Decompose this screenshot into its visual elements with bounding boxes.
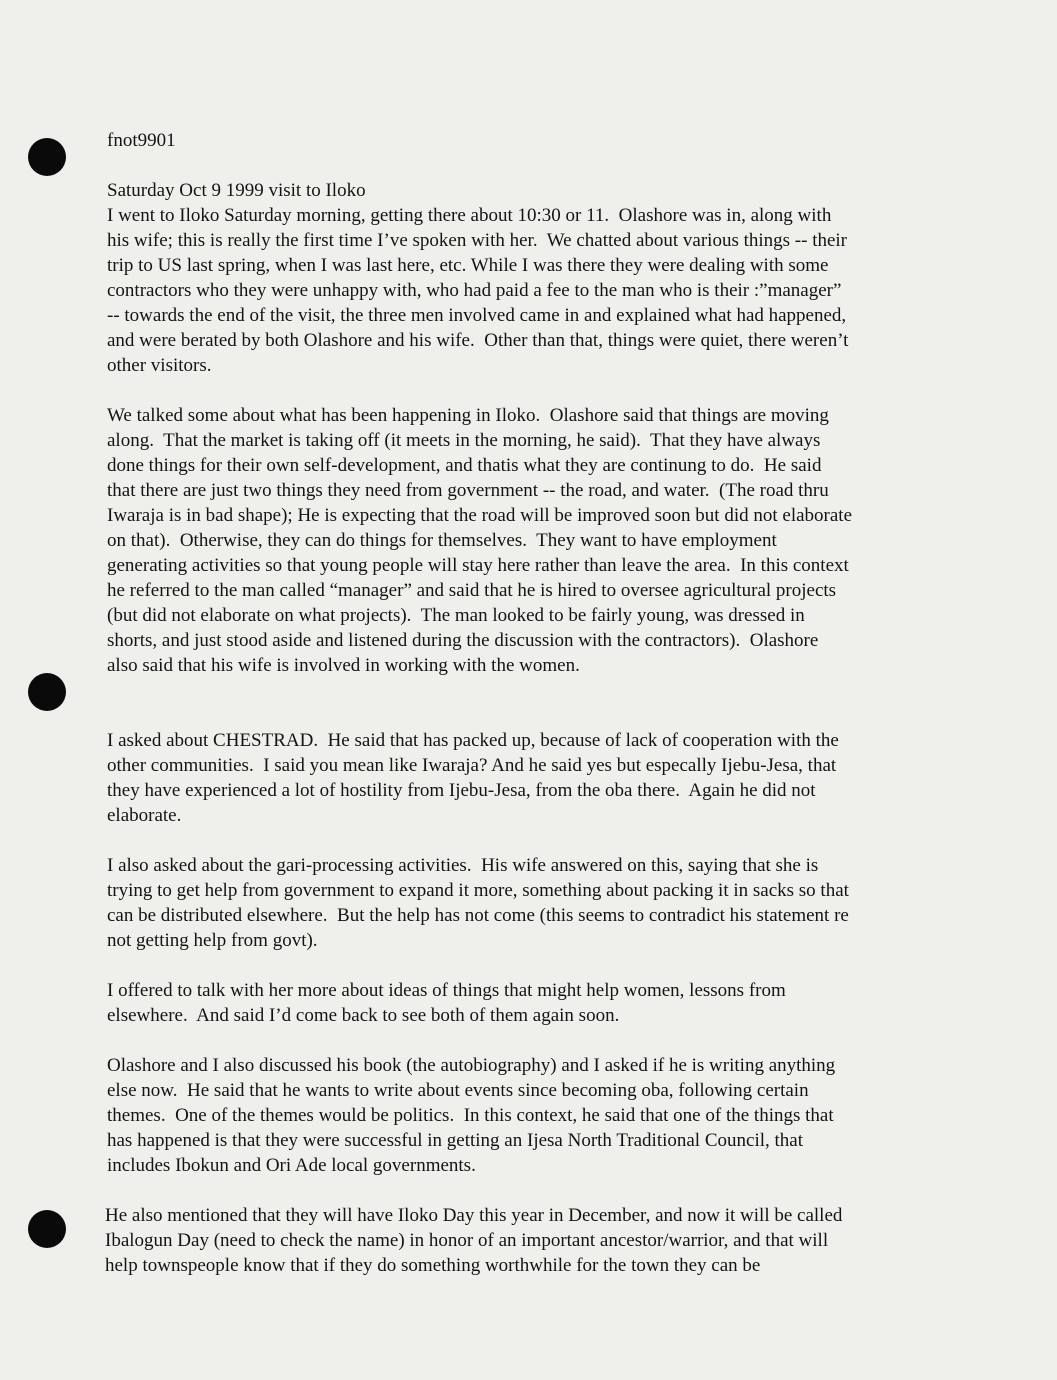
text-line: shorts, and just stood aside and listened during the discussion with the contractors). Olashore xyxy=(107,630,819,651)
paragraph-2 xyxy=(107,403,937,703)
text-line: (but did not elaborate on what projects). The man looked to be fairly young, was dressed in xyxy=(107,605,805,626)
paragraph-6 xyxy=(107,1053,937,1178)
blank-line xyxy=(107,153,937,178)
text-line: not getting help from govt). xyxy=(107,930,318,951)
paragraph-3 xyxy=(107,728,937,828)
text-line: elaborate. xyxy=(107,805,182,826)
text-line: -- towards the end of the visit, the three men involved came in and explained what had happened, xyxy=(107,305,847,326)
text-line: Ibalogun Day (need to check the name) in honor of an important ancestor/warrior, and that will xyxy=(105,1230,829,1251)
text-line: includes Ibokun and Ori Ade local governments. xyxy=(107,1155,476,1176)
text-line: and were berated by both Olashore and his wife. Other than that, things were quiet, there weren’t xyxy=(107,330,849,351)
text-line: contractors who they were unhappy with, who had paid a fee to the man who is their :”manager” xyxy=(107,280,842,301)
file-id: fnot9901 xyxy=(107,130,176,151)
text-line: other communities. I said you mean like Iwaraja? And he said yes but especally Ijebu-Jesa, that xyxy=(107,755,837,776)
paragraph-5 xyxy=(107,978,937,1028)
text-line: generating activities so that young people will stay here rather than leave the area. In this context xyxy=(107,555,849,576)
text-line: done things for their own self-development, and thatis what they are continung to do. He said xyxy=(107,455,822,476)
blank-line xyxy=(107,703,937,728)
text-line xyxy=(107,678,937,703)
text-line: trying to get help from government to expand it more, something about packing it in sacks so that xyxy=(107,880,849,901)
text-line: help townspeople know that if they do something worthwhile for the town they can be xyxy=(105,1255,761,1276)
binder-hole-middle xyxy=(28,673,66,711)
text-line: trip to US last spring, when I was last here, etc. While I was there they were dealing with some xyxy=(107,255,829,276)
text-line: I also asked about the gari-processing activities. His wife answered on this, saying that she is xyxy=(107,855,819,876)
text-line: else now. He said that he wants to write about events since becoming oba, following certain xyxy=(107,1080,809,1101)
text-line: themes. One of the themes would be politics. In this context, he said that one of the things that xyxy=(107,1105,834,1126)
blank-line xyxy=(107,378,937,403)
blank-line xyxy=(107,828,937,853)
paragraph-4 xyxy=(107,853,937,953)
text-line: he referred to the man called “manager” and said that he is hired to oversee agricultural projects xyxy=(107,580,837,601)
text-line: He also mentioned that they will have Iloko Day this year in December, and now it will be called xyxy=(105,1205,843,1226)
blank-line xyxy=(107,1028,937,1053)
text-line: along. That the market is taking off (it meets in the morning, he said). That they have always xyxy=(107,430,821,451)
paragraph-1 xyxy=(107,203,937,378)
text-line: also said that his wife is involved in working with the women. xyxy=(107,655,580,676)
text-line: that there are just two things they need from government -- the road, and water. (The road thru xyxy=(107,480,829,501)
document-body xyxy=(107,128,937,1278)
text-line: I asked about CHESTRAD. He said that has packed up, because of lack of cooperation with the xyxy=(107,730,839,751)
text-line: Olashore and I also discussed his book (the autobiography) and I asked if he is writing anything xyxy=(107,1055,836,1076)
binder-hole-bottom xyxy=(28,1210,66,1248)
paragraph-7 xyxy=(107,1203,937,1278)
text-line: his wife; this is really the first time I’ve spoken with her. We chatted about various things -- their xyxy=(107,230,848,251)
blank-line xyxy=(107,1178,937,1203)
text-line: has happened is that they were successful in getting an Ijesa North Traditional Council, that xyxy=(107,1130,803,1151)
text-line: We talked some about what has been happening in Iloko. Olashore said that things are moving xyxy=(107,405,829,426)
text-line: I offered to talk with her more about ideas of things that might help women, lessons from xyxy=(107,980,786,1001)
blank-line xyxy=(107,953,937,978)
text-line: can be distributed elsewhere. But the help has not come (this seems to contradict his statement re xyxy=(107,905,849,926)
text-line: I went to Iloko Saturday morning, getting there about 10:30 or 11. Olashore was in, along with xyxy=(107,205,832,226)
text-line: other visitors. xyxy=(107,355,212,376)
text-line: on that). Otherwise, they can do things for themselves. They want to have employment xyxy=(107,530,777,551)
binder-hole-top xyxy=(28,138,66,176)
text-line: Iwaraja is in bad shape); He is expecting that the road will be improved soon but did not elaborate xyxy=(107,505,853,526)
text-line: they have experienced a lot of hostility from Ijebu-Jesa, from the oba there. Again he did not xyxy=(107,780,816,801)
text-line: elsewhere. And said I’d come back to see both of them again soon. xyxy=(107,1005,620,1026)
document-heading: Saturday Oct 9 1999 visit to Iloko xyxy=(107,180,366,201)
